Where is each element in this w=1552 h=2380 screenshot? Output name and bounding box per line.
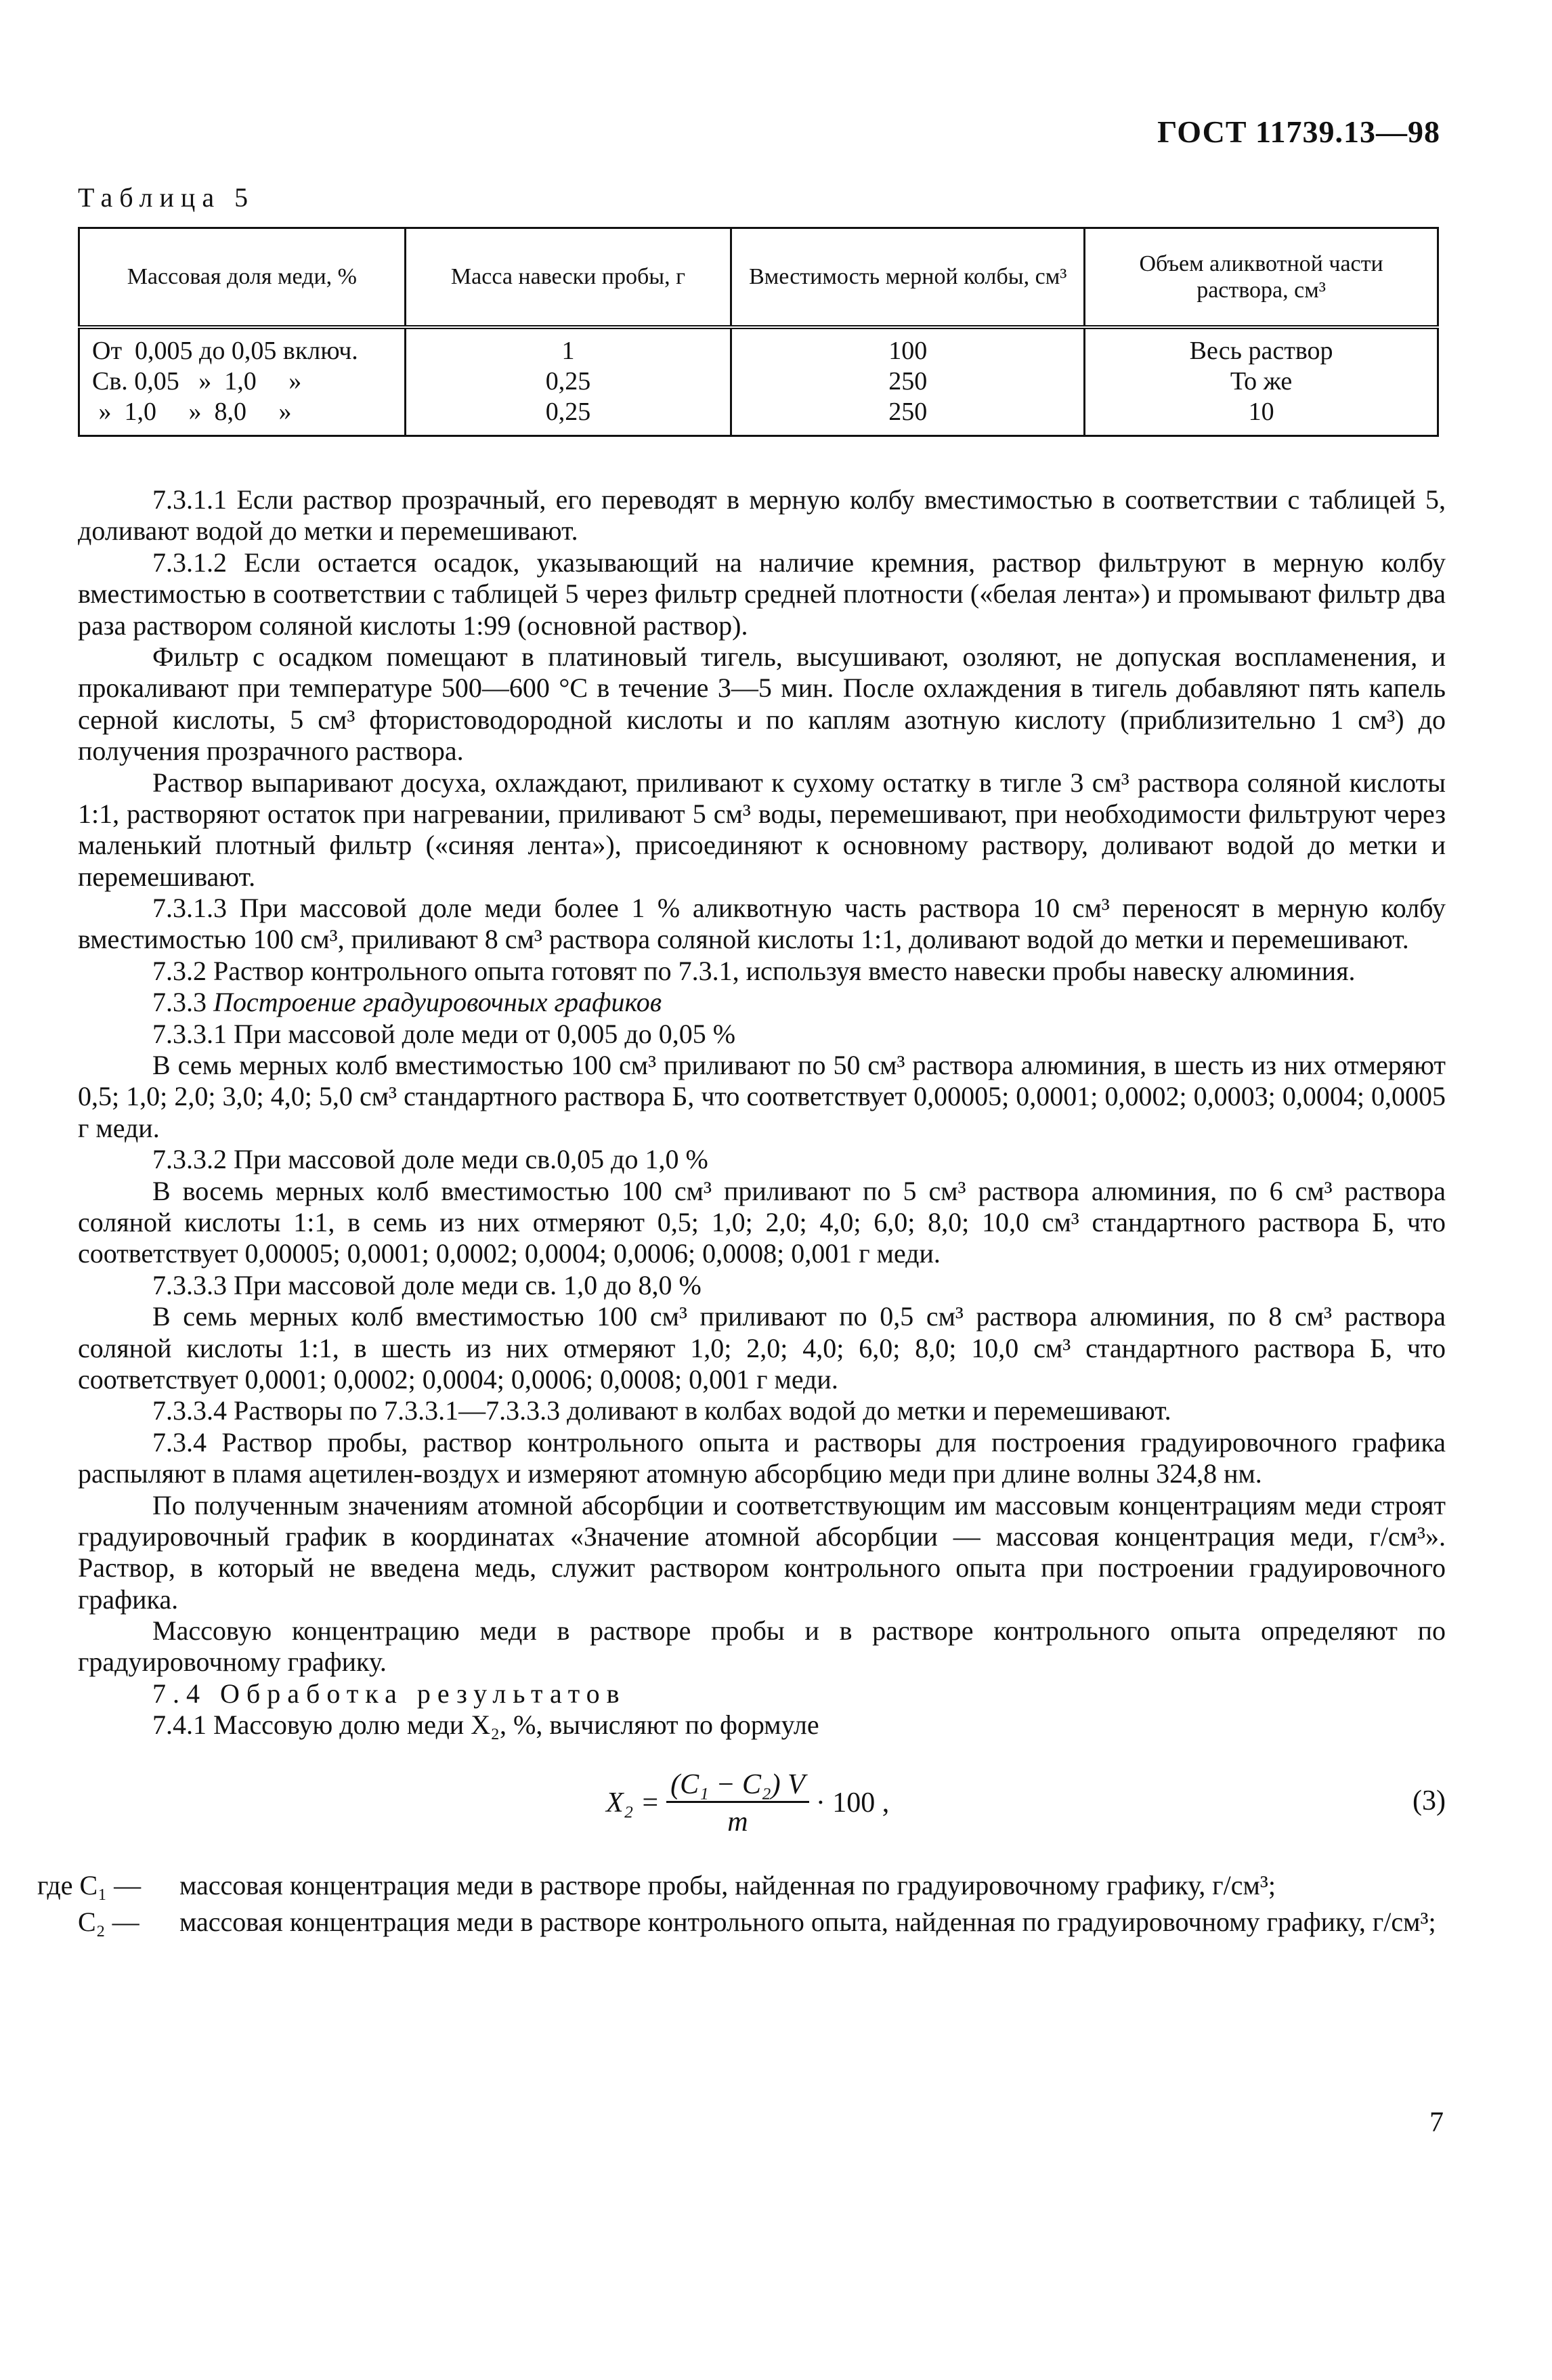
page-number: 7: [1429, 2107, 1444, 2138]
table-header-row: [79, 228, 1438, 328]
formula-lhs: X₂ =: [606, 1787, 660, 1819]
header-sample-mass: Масса навески пробы, г: [405, 228, 731, 328]
cell-row2-fraction: Св. 0,05 » 1,0 »: [92, 366, 302, 396]
cell-row2-mass: 0,25: [545, 366, 591, 396]
cell-row1-aliquot: Весь раствор: [1189, 337, 1333, 365]
table-caption: Таблица 5: [78, 182, 255, 213]
section-title-calibration: Построение градуировочных графиков: [213, 987, 662, 1018]
legend-symbol-c1: где C₁ —: [37, 1869, 142, 1900]
cell-row2-flask: 250: [888, 366, 928, 396]
legend-text-c2: массовая концентрация меди в растворе контрольного опыта, найденная по градуировочному графику, г/см³;: [179, 1907, 1436, 1938]
formula: [606, 1768, 889, 1839]
standard-header: ГОСТ 11739.13—98: [1157, 114, 1440, 149]
paragraph-7-3-1-3: 7.3.1.3 При массовой доле меди более 1 % аликвотную часть раствора 10 см³ переносят в мерную колбу вместимостью 100 см³, приливают 8 см³ раствора соляной кислоты 1:1, доливают водой до метки и перемешивают.: [78, 893, 1446, 955]
paragraph-7-3-3-1: 7.3.3.1 При массовой доле меди от 0,005 до 0,05 %: [152, 1018, 736, 1049]
legend-item-c2: [78, 1907, 1446, 1938]
paragraph-7-3-2: 7.3.2 Раствор контрольного опыта готовят по 7.3.1, используя вместо навески пробы навеску алюминия.: [152, 955, 1356, 986]
cell-row3-aliquot: 10: [1248, 397, 1274, 426]
col-sample-mass: [405, 327, 731, 436]
paragraph-calibration-graph: По полученным значениям атомной абсорбции и соответствующим им массовым концентрациям меди строят градуировочный график в координатах «Значение атомной абсорбции — массовая концентрация меди, г/см³». Раствор, в который не введена медь, служит раствором контрольного опыта при построении градуировочного графика.: [78, 1489, 1446, 1615]
paragraph-7-3-1-1: 7.3.1.1 Если раствор прозрачный, его переводят в мерную колбу вместимостью в соответствии с таблицей 5, доливают водой до метки и перемешивают.: [78, 484, 1446, 547]
cell-row3-flask: 250: [888, 397, 928, 426]
section-number: 7.3.3: [152, 987, 213, 1018]
formula-numerator: (C₁ − C₂) V: [666, 1768, 809, 1804]
formula-tail: · 100 ,: [815, 1787, 890, 1819]
col-copper-fraction: [79, 327, 406, 436]
paragraph-filter-ashing: Фильтр с осадком помещают в платиновый тигель, высушивают, озоляют, не допуская воспламенения, и прокаливают при температуре 500—600 °С в течение 3—5 мин. После охлаждения в тигель добавляют пять капель серной кислоты, 5 см³ фтористоводородной кислоты и по каплям азотную кислоту (приблизительно 1 см³) до получения прозрачного раствора.: [78, 641, 1446, 767]
header-flask-volume: Вместимость мерной колбы, см³: [731, 228, 1085, 328]
paragraph-7-3-1-2: 7.3.1.2 Если остается осадок, указывающий на наличие кремния, раствор фильтруют в мерную колбу вместимостью в соответствии с таблицей 5 через фильтр средней плотности («белая лента») и промывают фильтр два раза раствором соляной кислоты 1:99 (основной раствор).: [78, 547, 1446, 641]
cell-row1-mass: 1: [561, 337, 575, 365]
formula-number: (3): [1413, 1785, 1446, 1816]
paragraph-7-3-4: 7.3.4 Раствор пробы, раствор контрольного опыта и растворы для построения градуировочного графика распыляют в пламя ацетилен-воздух и измеряют атомную абсорбцию меди при длине волны 324,8 нм.: [78, 1426, 1446, 1489]
cell-row3-fraction: » 1,0 » 8,0 »: [92, 397, 292, 426]
paragraph-7-3-3-1-text: В семь мерных колб вместимостью 100 см³ приливают по 50 см³ раствора алюминия, в шесть из них отмеряют 0,5; 1,0; 2,0; 3,0; 4,0; 5,0 см³ стандартного раствора Б, что соответствует 0,00005; 0,0001; 0,0002; 0,0003; 0,0004; 0,0005 г меди.: [78, 1050, 1446, 1143]
paragraph-7-3-3: [78, 987, 1446, 1018]
formula-fraction: [666, 1768, 809, 1839]
table-row: [79, 327, 1438, 436]
paragraph-evaporation: Раствор выпаривают досуха, охлаждают, приливают к сухому остатку в тигле 3 см³ раствора соляной кислоты 1:1, растворяют остаток при нагревании, приливают 5 см³ воды, перемешивают, при необходимости фильтруют через маленький плотный фильтр («синяя лента»), присоединяют к основному раствору, доливают водой до метки и перемешивают.: [78, 767, 1446, 892]
legend-symbol-c2: C₂ —: [78, 1907, 139, 1938]
paragraph-7-3-3-4: 7.3.3.4 Растворы по 7.3.3.1—7.3.3.3 доливают в колбах водой до метки и перемешивают.: [152, 1395, 1171, 1426]
body-text: [37, 484, 1446, 1938]
paragraph-7-3-3-3-text: В семь мерных колб вместимостью 100 см³ приливают по 0,5 см³ раствора алюминия, по 8 см³ раствора соляной кислоты 1:1, в шесть из них отмеряют 1,0; 2,0; 4,0; 6,0; 8,0; 10,0 см³ стандартного раствора Б, что соответствует 0,0001; 0,0002; 0,0004; 0,0006; 0,0008; 0,001 г меди.: [78, 1301, 1446, 1395]
paragraph-7-3-3-2: 7.3.3.2 При массовой доле меди св.0,05 до 1,0 %: [152, 1144, 708, 1175]
table-5: [78, 227, 1439, 437]
header-copper-fraction: Массовая доля меди, %: [79, 228, 406, 328]
formula-legend: [37, 1869, 1446, 1938]
formula-block: [78, 1768, 1446, 1850]
legend-item-c1: [37, 1869, 1446, 1901]
section-7-4-title: 7.4 Обработка результатов: [152, 1678, 626, 1709]
formula-denominator: m: [727, 1806, 748, 1838]
col-flask-volume: [731, 327, 1085, 436]
cell-row1-flask: 100: [888, 337, 928, 365]
paragraph-concentration: Массовую концентрацию меди в растворе пробы и в растворе контрольного опыта определяют по градуировочному графику.: [78, 1615, 1446, 1678]
paragraph-7-3-3-2-text: В восемь мерных колб вместимостью 100 см³ приливают по 5 см³ раствора алюминия, по 6 см³ раствора соляной кислоты 1:1, в семь из них отмеряют 0,5; 1,0; 2,0; 4,0; 6,0; 8,0; 10,0 см³ стандартного раствора Б, что соответствует 0,00005; 0,0001; 0,0002; 0,0004; 0,0006; 0,0008; 0,001 г меди.: [78, 1175, 1446, 1269]
cell-row1-fraction: От 0,005 до 0,05 включ.: [92, 337, 358, 365]
paragraph-7-3-3-3: 7.3.3.3 При массовой доле меди св. 1,0 до 8,0 %: [152, 1269, 702, 1300]
cell-row3-mass: 0,25: [545, 397, 591, 426]
cell-row2-aliquot: То же: [1230, 366, 1293, 396]
legend-text-c1: массовая концентрация меди в растворе пробы, найденная по градуировочному графику, г/см³;: [179, 1869, 1276, 1900]
paragraph-7-4-1: 7.4.1 Массовую долю меди X₂, %, вычисляют по формуле: [152, 1709, 819, 1741]
header-aliquot-volume: Объем аликвотной части раствора, см³: [1085, 228, 1438, 328]
col-aliquot-volume: [1085, 327, 1438, 436]
